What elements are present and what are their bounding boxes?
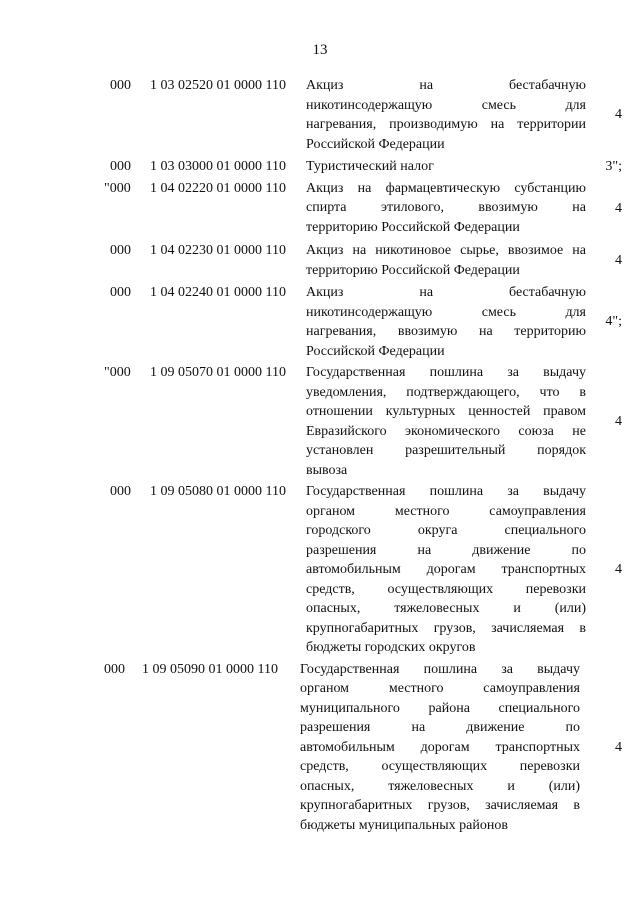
revenue-name-line: Государственная пошлина за выдачу — [306, 365, 586, 380]
revenue-name-line: Акциз на фармацевтическую субстанцию — [306, 180, 586, 196]
revenue-name-line: органом местного самоуправления — [306, 503, 586, 519]
revenue-name-line: крупногабаритных грузов, зачисляемая в — [300, 798, 580, 813]
table-row — [0, 157, 640, 177]
revenue-name-line: установлен разрешительный порядок — [306, 443, 586, 458]
revenue-name — [306, 76, 586, 154]
revenue-name-line: Акциз на бестабачную — [306, 285, 586, 300]
revenue-name — [306, 363, 586, 480]
admin-code: 000 — [104, 661, 125, 677]
admin-code: "000 — [104, 365, 131, 380]
table-row — [0, 363, 640, 480]
revenue-name-line: бюджеты городских округов — [306, 640, 476, 655]
budget-classification-code: 1 09 05090 01 0000 110 — [142, 661, 278, 677]
revenue-name-line: спирта этилового, ввозимую на — [306, 200, 586, 215]
revenue-name-line: городского округа специального — [306, 523, 586, 538]
revenue-name-line: Акциз на никотиновое сырье, ввозимое на — [306, 243, 586, 258]
distribution-norm: 4 — [615, 253, 622, 268]
revenue-name-line: опасных, тяжеловесных и (или) — [306, 601, 586, 616]
revenue-name-line: никотинсодержащую смесь для — [306, 97, 586, 113]
revenue-name-line: крупногабаритных грузов, зачисляемая в — [306, 620, 586, 636]
distribution-norm: 4"; — [605, 314, 622, 329]
admin-code: 000 — [110, 78, 131, 93]
revenue-name — [306, 157, 586, 177]
admin-code: "000 — [104, 180, 131, 196]
revenue-name-line: опасных, тяжеловесных и (или) — [300, 778, 580, 794]
revenue-name-line: уведомления, подтверждающего, что в — [306, 384, 586, 400]
table-row — [0, 660, 640, 836]
revenue-name — [306, 283, 586, 361]
distribution-norm: 4 — [615, 562, 622, 577]
budget-classification-code: 1 09 05070 01 0000 110 — [150, 365, 286, 380]
admin-code: 000 — [110, 159, 131, 174]
revenue-name-line: автомобильным дорогам транспортных — [300, 739, 580, 755]
budget-classification-code: 1 04 02220 01 0000 110 — [150, 180, 286, 196]
revenue-name-line: средств, осуществляющих перевозки — [306, 581, 586, 597]
revenue-name-line: Российской Федерации — [306, 343, 445, 359]
revenue-name-line: средств, осуществляющих перевозки — [300, 759, 580, 774]
revenue-name-line: органом местного самоуправления — [300, 681, 580, 696]
revenue-name-line: автомобильным дорогам транспортных — [306, 562, 586, 577]
revenue-name — [300, 660, 580, 836]
table-row — [0, 76, 640, 154]
revenue-name — [306, 241, 586, 280]
revenue-name-line: территорию Российской Федерации — [306, 219, 520, 235]
table-row — [0, 482, 640, 658]
revenue-name-line: разрешения на движение по — [306, 542, 586, 558]
distribution-norm: 4 — [615, 200, 622, 216]
admin-code: 000 — [110, 484, 131, 499]
admin-code: 000 — [110, 243, 131, 258]
distribution-norm: 4 — [615, 414, 622, 429]
revenue-name-line: Российской Федерации — [306, 136, 445, 152]
budget-classification-code: 1 03 03000 01 0000 110 — [150, 159, 286, 174]
revenue-name-line: Туристический налог — [306, 159, 434, 174]
distribution-norm: 4 — [615, 739, 622, 755]
budget-classification-code: 1 04 02240 01 0000 110 — [150, 285, 286, 300]
budget-code-table — [0, 76, 640, 837]
budget-classification-code: 1 09 05080 01 0000 110 — [150, 484, 286, 499]
revenue-name-line: вывоза — [306, 462, 348, 478]
revenue-name-line: никотинсодержащую смесь для — [306, 304, 586, 320]
revenue-name-line: Государственная пошлина за выдачу — [300, 661, 580, 677]
distribution-norm: 4 — [615, 107, 622, 122]
budget-classification-code: 1 04 02230 01 0000 110 — [150, 243, 286, 258]
revenue-name-line: территорию Российской Федерации — [306, 262, 520, 278]
revenue-name-line: Евразийского экономического союза не — [306, 423, 586, 439]
page-number: 13 — [312, 42, 328, 58]
revenue-name-line: нагревания, производимую на территории — [306, 117, 586, 132]
revenue-name-line: отношении культурных ценностей правом — [306, 404, 586, 419]
table-row — [0, 241, 640, 280]
revenue-name — [306, 179, 586, 238]
revenue-name-line: Акциз на бестабачную — [306, 78, 586, 93]
revenue-name-line: муниципального района специального — [300, 700, 580, 716]
distribution-norm: 3"; — [605, 159, 622, 174]
table-row — [0, 283, 640, 361]
revenue-name-line: бюджеты муниципальных районов — [300, 817, 508, 833]
revenue-name-line: Государственная пошлина за выдачу — [306, 484, 586, 499]
table-row — [0, 179, 640, 238]
admin-code: 000 — [110, 285, 131, 300]
revenue-name-line: нагревания, ввозимую на территорию — [306, 324, 586, 339]
revenue-name-line: разрешения на движение по — [300, 720, 580, 735]
revenue-name — [306, 482, 586, 658]
budget-classification-code: 1 03 02520 01 0000 110 — [150, 78, 286, 93]
